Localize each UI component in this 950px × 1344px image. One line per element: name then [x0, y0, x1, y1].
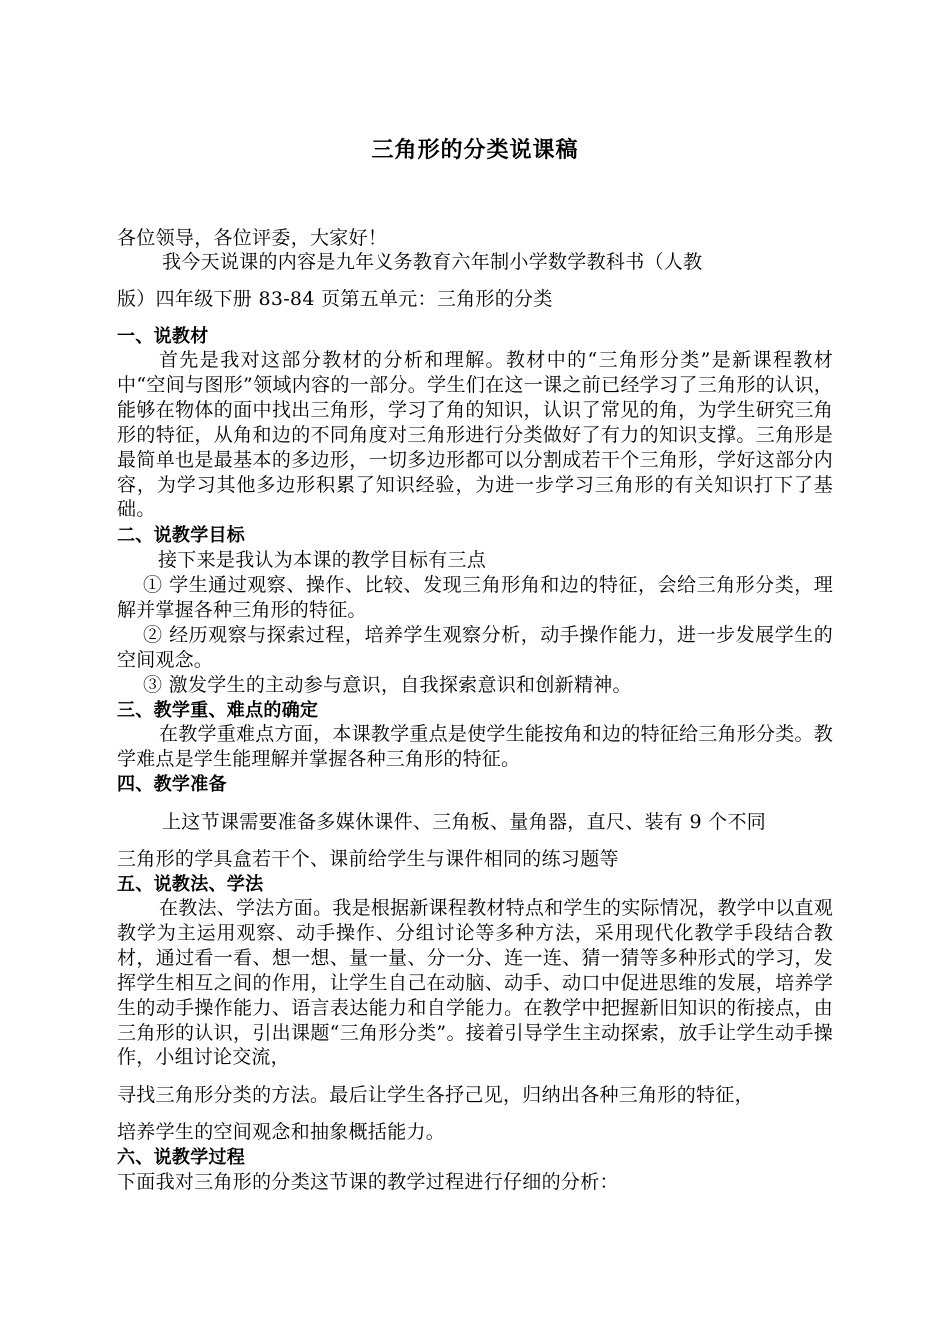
- document-title: 三角形的分类说课稿: [371, 138, 579, 163]
- section-6-body: 下面我对三角形的分类这节课的教学过程进行仔细的分析：: [117, 1171, 619, 1193]
- goal-3: ③ 激发学生的主动参与意识，自我探索意识和创新精神。: [143, 674, 632, 696]
- section-6-heading: 六、说教学过程: [117, 1147, 246, 1168]
- section-1-heading: 一、说教材: [117, 326, 209, 347]
- section-1-body: 首先是我对这部分教材的分析和理解。教材中的“三角形分类”是新课程教材中“空间与图形”领域内容的一部分。学生们在这一课之前已经学习了三角形的认识，能够在物体的面中找出三角形，学习了角的知识，认识了常见的角，为学生研究三角形的特征，从角和边的不同角度对三角形进行分类做好了有力的知识支撑。三角形是最简单也是最基本的多边形，一切多边形都可以分割成若干个三角形，学好这部分内容，为学习其他多边形积累了知识经验，为进一步学习三角形的有关知识打下了基础。: [117, 349, 833, 521]
- section-5-line-2: 寻找三角形分类的方法。最后让学生各抒己见，归纳出各种三角形的特征，: [117, 1084, 754, 1106]
- section-3-heading: 三、教学重、难点的确定: [117, 700, 319, 721]
- intro-line-2: 版）四年级下册 83-84 页第五单元：三角形的分类: [117, 288, 553, 310]
- goal-1: ① 学生通过观察、操作、比较、发现三角形角和边的特征，会给三角形分类，理解并掌握各种三角形的特征。: [117, 574, 833, 621]
- greeting: 各位领导，各位评委，大家好！: [117, 227, 388, 249]
- section-4-line-2: 三角形的学具盒若干个、课前给学生与课件相同的练习题等: [117, 848, 619, 870]
- intro-line-1: 我今天说课的内容是九年义务教育六年制小学数学教科书（人教: [162, 251, 703, 273]
- goals-intro: 接下来是我认为本课的教学目标有三点: [158, 549, 487, 571]
- goal-2: ② 经历观察与探索过程，培养学生观察分析，动手操作能力，进一步发展学生的空间观念。: [117, 624, 833, 671]
- section-5-heading: 五、说教法、学法: [117, 874, 264, 895]
- section-3-body: 在教学重难点方面，本课教学重点是使学生能按角和边的特征给三角形分类。教学难点是学生能理解并掌握各种三角形的特征。: [117, 723, 833, 770]
- section-5-body: 在教法、学法方面。我是根据新课程教材特点和学生的实际情况，教学中以直观教学为主运用观察、动手操作、分组讨论等多种方法，采用现代化教学手段结合教材，通过看一看、想一想、量一量、分一分、连一连、猜一猜等多种形式的学习，发挥学生相互之间的作用，让学生自己在动脑、动手、动口中促进思维的发展，培养学生的动手操作能力、语言表达能力和自学能力。在教学中把握新旧知识的衔接点，由三角形的认识，引出课题“三角形分类”。接着引导学生主动探索，放手让学生动手操作，小组讨论交流，: [117, 897, 833, 1069]
- section-4-heading: 四、教学准备: [117, 774, 227, 795]
- section-2-heading: 二、说教学目标: [117, 525, 246, 546]
- section-4-line-1: 上这节课需要准备多媒休课件、三角板、量角器，直尺、装有 9 个不同: [162, 811, 767, 833]
- section-5-line-3: 培养学生的空间观念和抽象概括能力。: [117, 1121, 446, 1143]
